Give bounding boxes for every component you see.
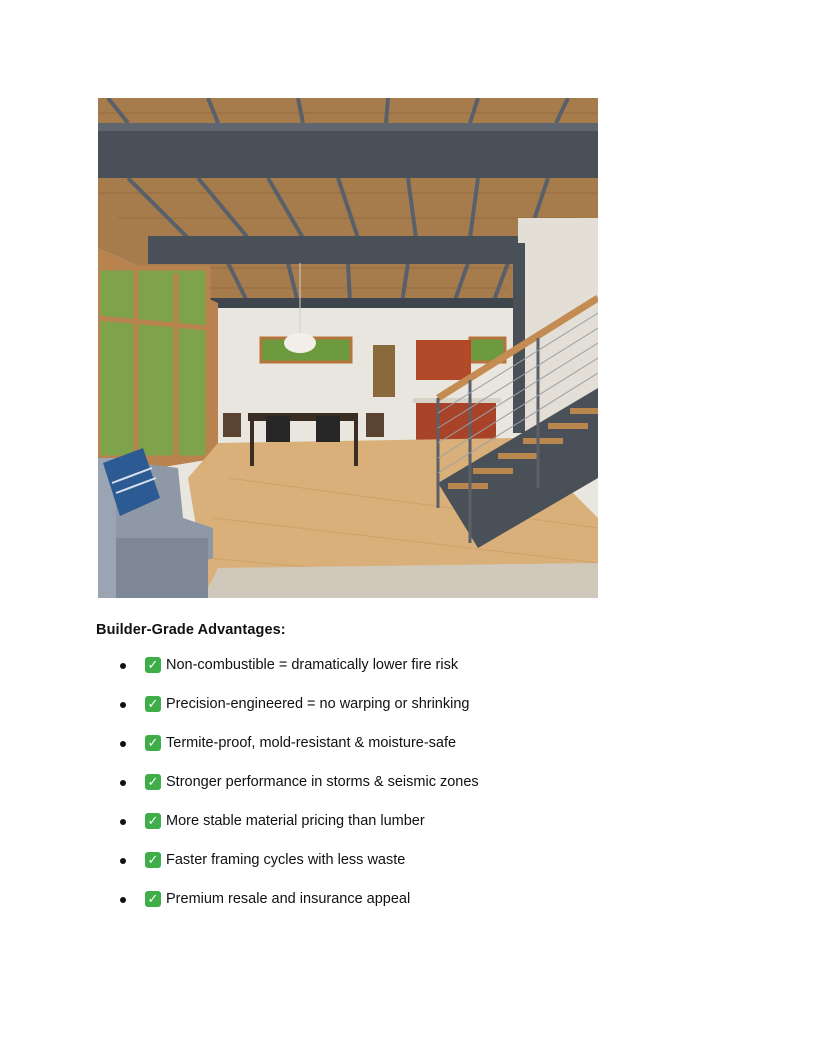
- bullet-icon: [120, 663, 126, 669]
- advantage-text: Precision-engineered = no warping or shrinking: [166, 696, 470, 712]
- list-item: [118, 694, 479, 733]
- list-item: [118, 850, 479, 889]
- bullet-icon: [120, 819, 126, 825]
- section-heading: Builder-Grade Advantages:: [96, 622, 286, 638]
- check-mark-icon: ✓: [145, 774, 161, 790]
- bullet-icon: [120, 780, 126, 786]
- advantage-text: Premium resale and insurance appeal: [166, 891, 411, 907]
- list-item: [118, 889, 479, 928]
- bullet-icon: [120, 741, 126, 747]
- bullet-icon: [120, 702, 126, 708]
- check-mark-icon: ✓: [145, 813, 161, 829]
- advantage-text: Non-combustible = dramatically lower fire risk: [166, 657, 459, 673]
- advantage-text: More stable material pricing than lumber: [166, 813, 425, 829]
- interior-photo: [98, 98, 598, 598]
- advantages-list: [118, 655, 479, 928]
- check-mark-icon: ✓: [145, 696, 161, 712]
- bullet-icon: [120, 897, 126, 903]
- check-mark-icon: ✓: [145, 735, 161, 751]
- bullet-icon: [120, 858, 126, 864]
- list-item: [118, 733, 479, 772]
- check-mark-icon: ✓: [145, 657, 161, 673]
- list-item: [118, 655, 479, 694]
- check-mark-icon: ✓: [145, 852, 161, 868]
- list-item: [118, 772, 479, 811]
- advantage-text: Stronger performance in storms & seismic zones: [166, 774, 479, 790]
- list-item: [118, 811, 479, 850]
- check-mark-icon: ✓: [145, 891, 161, 907]
- advantage-text: Faster framing cycles with less waste: [166, 852, 406, 868]
- advantage-text: Termite-proof, mold-resistant & moisture-safe: [166, 735, 457, 751]
